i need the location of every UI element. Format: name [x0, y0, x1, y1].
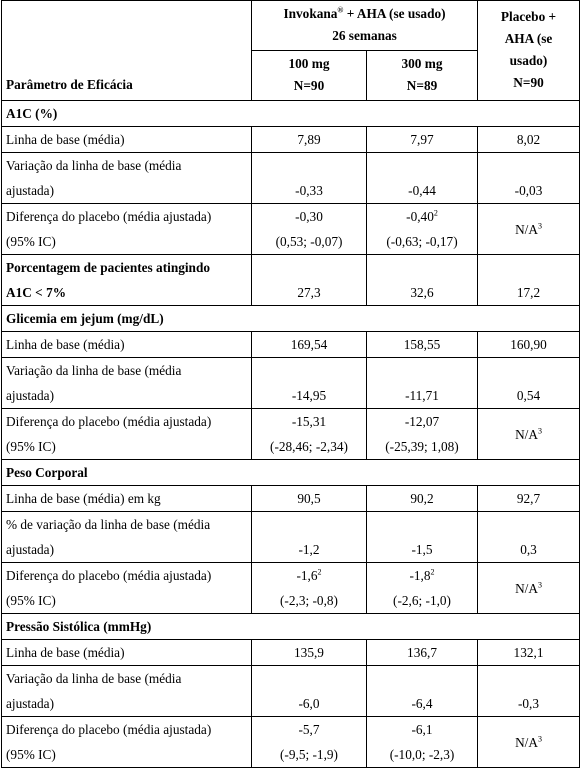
group-title-rest: + AHA (se usado) — [343, 6, 446, 21]
header-row-1 — [2, 1, 580, 51]
cell-na: N/A — [515, 426, 538, 442]
cell-value — [367, 717, 478, 768]
row-label: Linha de base (média) em kg — [2, 486, 252, 512]
row-label-line: Diferença do placebo (média ajustada) — [6, 568, 212, 583]
footnote-marker: 3 — [537, 221, 542, 231]
section-title-line: A1C < 7% — [6, 285, 67, 300]
cell-value: -11,71 — [367, 358, 478, 409]
cell-na: N/A — [515, 221, 538, 237]
cell-value — [367, 204, 478, 255]
cell-na: N/A — [515, 734, 538, 750]
cell-estimate: -15,31 — [291, 414, 327, 429]
section-title-pressao: Pressão Sistólica (mmHg) — [2, 614, 580, 640]
cell-value: 7,97 — [367, 127, 478, 153]
cell-ci: (-0,63; -0,17) — [386, 234, 458, 249]
placebo-n: N=90 — [513, 75, 544, 90]
row-label-line: ajustada) — [6, 388, 54, 403]
cell-ci: (-2,3; -0,8) — [280, 593, 338, 608]
row-label — [2, 409, 252, 460]
section-row-peso — [2, 460, 580, 486]
row-label — [2, 717, 252, 768]
cell-value: 17,2 — [478, 255, 580, 306]
row-label-line: % de variação da linha de base (média — [6, 517, 211, 532]
footnote-marker: 2 — [433, 208, 438, 218]
cell-value — [367, 563, 478, 614]
group-weeks: 26 semanas — [332, 28, 397, 43]
cell-value: 8,02 — [478, 127, 580, 153]
cell-value — [478, 409, 580, 460]
footnote-marker: 3 — [537, 580, 542, 590]
row-label — [2, 358, 252, 409]
section-title-percentage — [2, 255, 252, 306]
param-header-label: Parâmetro de Eficácia — [6, 77, 133, 92]
row-label-line: Diferença do placebo (média ajustada) — [6, 209, 212, 224]
cell-value: 132,1 — [478, 640, 580, 666]
cell-value: 7,89 — [252, 127, 367, 153]
cell-estimate: -5,7 — [298, 722, 320, 737]
section-title-glicemia: Glicemia em jejum (mg/dL) — [2, 306, 580, 332]
cell-estimate: -12,07 — [404, 414, 440, 429]
dose-300-header — [367, 51, 478, 101]
cell-value — [478, 563, 580, 614]
footnote-marker: 3 — [537, 426, 542, 436]
table-row — [2, 486, 580, 512]
cell-value — [252, 409, 367, 460]
placebo-line1: Placebo + — [500, 9, 557, 24]
cell-ci: (-10,0; -2,3) — [389, 747, 455, 762]
cell-value: -1,5 — [367, 512, 478, 563]
cell-value — [478, 204, 580, 255]
row-label: Linha de base (média) — [2, 127, 252, 153]
row-label-line: Variação da linha de base (média — [6, 363, 182, 378]
param-header — [2, 1, 252, 101]
row-label — [2, 563, 252, 614]
cell-value: 158,55 — [367, 332, 478, 358]
table-row — [2, 358, 580, 409]
cell-value — [478, 717, 580, 768]
cell-ci: (-25,39; 1,08) — [385, 439, 459, 454]
row-label — [2, 153, 252, 204]
footnote-marker: 2 — [430, 567, 435, 577]
cell-value — [252, 563, 367, 614]
dose-100-n: N=90 — [293, 78, 325, 93]
table-row — [2, 640, 580, 666]
row-label: Linha de base (média) — [2, 640, 252, 666]
table-row — [2, 512, 580, 563]
row-label-line: (95% IC) — [6, 439, 56, 454]
cell-value — [252, 204, 367, 255]
dose-100-label: 100 mg — [288, 56, 330, 71]
dose-100-header — [252, 51, 367, 101]
cell-value: -0,44 — [367, 153, 478, 204]
cell-value: 90,2 — [367, 486, 478, 512]
cell-value: 160,90 — [478, 332, 580, 358]
cell-estimate: -6,1 — [411, 722, 433, 737]
row-label-line: (95% IC) — [6, 593, 56, 608]
table-row — [2, 204, 580, 255]
row-label-line: Variação da linha de base (média — [6, 671, 182, 686]
cell-value — [252, 717, 367, 768]
section-title-line: Porcentagem de pacientes atingindo — [6, 260, 210, 275]
cell-ci: (-2,6; -1,0) — [393, 593, 451, 608]
cell-na: N/A — [515, 580, 538, 596]
row-label-line: ajustada) — [6, 542, 54, 557]
row-label-line: ajustada) — [6, 183, 54, 198]
table-row — [2, 563, 580, 614]
cell-value: 135,9 — [252, 640, 367, 666]
table-row — [2, 666, 580, 717]
dose-300-n: N=89 — [406, 78, 438, 93]
section-title-a1c: A1C (%) — [2, 101, 580, 127]
cell-estimate: -0,30 — [295, 209, 323, 224]
cell-value: 92,7 — [478, 486, 580, 512]
row-label — [2, 666, 252, 717]
cell-ci: (-28,46; -2,34) — [270, 439, 348, 454]
cell-value: -1,2 — [252, 512, 367, 563]
cell-value: 0,54 — [478, 358, 580, 409]
efficacy-table — [1, 0, 580, 768]
row-label-line: ajustada) — [6, 696, 54, 711]
cell-value: 32,6 — [367, 255, 478, 306]
cell-value: 0,3 — [478, 512, 580, 563]
cell-value: -0,3 — [478, 666, 580, 717]
table-row-percentage — [2, 255, 580, 306]
cell-ci: (-9,5; -1,9) — [280, 747, 338, 762]
section-row-glicemia — [2, 306, 580, 332]
cell-estimate: -1,6 — [296, 568, 318, 583]
dose-300-label: 300 mg — [401, 56, 443, 71]
row-label-line: Diferença do placebo (média ajustada) — [6, 414, 212, 429]
placebo-line2: AHA (se — [504, 31, 553, 46]
table-row — [2, 332, 580, 358]
section-title-peso: Peso Corporal — [2, 460, 580, 486]
placebo-header — [478, 1, 580, 101]
cell-estimate: -1,8 — [409, 568, 431, 583]
cell-value: 136,7 — [367, 640, 478, 666]
row-label-line: Diferença do placebo (média ajustada) — [6, 722, 212, 737]
table-row — [2, 409, 580, 460]
cell-value: 90,5 — [252, 486, 367, 512]
footnote-marker: 2 — [317, 567, 322, 577]
cell-value: -14,95 — [252, 358, 367, 409]
row-label — [2, 512, 252, 563]
cell-ci: (0,53; -0,07) — [275, 234, 343, 249]
cell-value: 27,3 — [252, 255, 367, 306]
row-label-line: Variação da linha de base (média — [6, 158, 182, 173]
cell-value: -6,4 — [367, 666, 478, 717]
table-row — [2, 127, 580, 153]
cell-estimate: -0,40 — [406, 209, 434, 224]
table-row — [2, 153, 580, 204]
table-row — [2, 717, 580, 768]
cell-value: -6,0 — [252, 666, 367, 717]
cell-value — [367, 409, 478, 460]
row-label — [2, 204, 252, 255]
group-title-sup: ® — [337, 5, 344, 15]
placebo-line3: usado) — [509, 53, 548, 68]
row-label-line: (95% IC) — [6, 234, 56, 249]
cell-value: -0,33 — [252, 153, 367, 204]
row-label: Linha de base (média) — [2, 332, 252, 358]
row-label-line: (95% IC) — [6, 747, 56, 762]
cell-value: 169,54 — [252, 332, 367, 358]
section-row-a1c — [2, 101, 580, 127]
cell-value: -0,03 — [478, 153, 580, 204]
section-row-pressao — [2, 614, 580, 640]
treatment-group-header — [252, 1, 478, 51]
group-title: Invokana — [283, 6, 338, 21]
footnote-marker: 3 — [537, 734, 542, 744]
